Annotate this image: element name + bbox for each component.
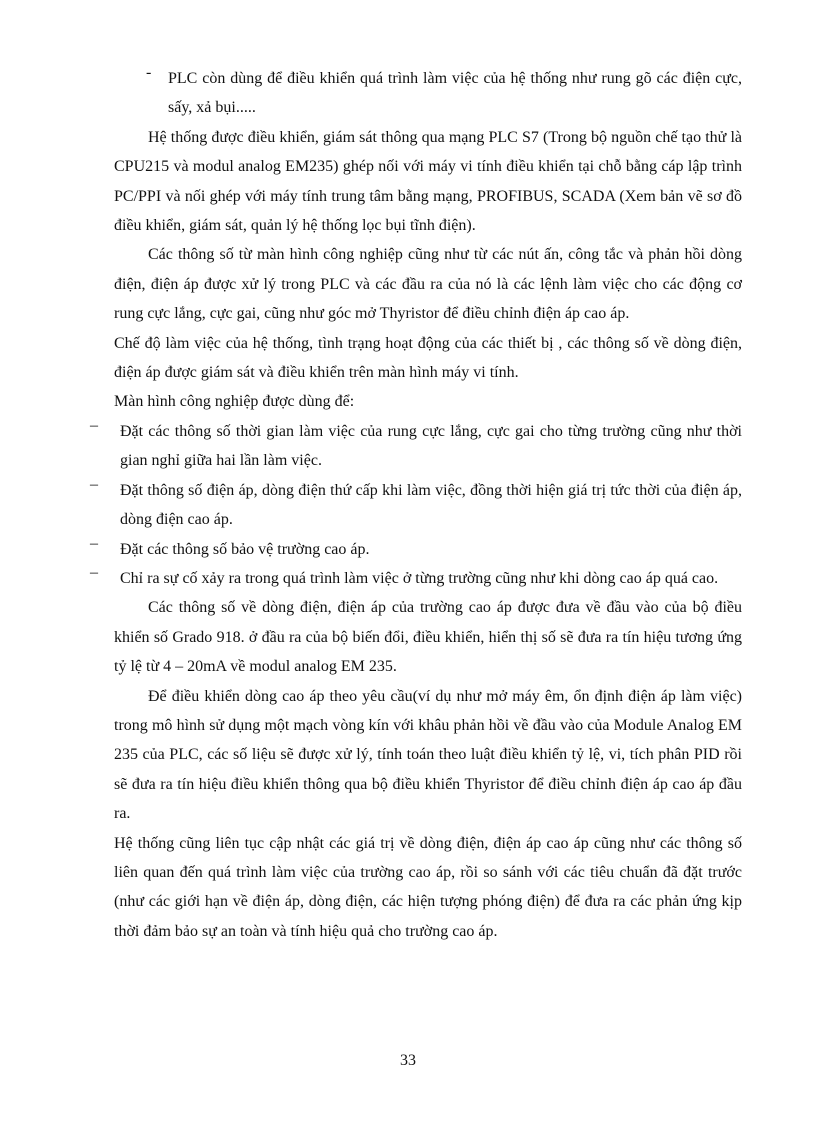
dash-bullet: - xyxy=(146,64,152,81)
paragraph-parameters: Các thông số từ màn hình công nghiệp cũng như từ các nút ấn, công tắc và phản hồi dòng điện, điện áp được xử lý trong PLC và các đầu ra của nó là các lệnh làm việc cho các động cơ rung cực lắng, cực gai, cũng như góc mở Thyristor để điều chỉnh điện áp cao áp. xyxy=(114,246,742,323)
dash-bullet: – xyxy=(90,563,98,581)
screen-function-list xyxy=(90,416,742,593)
paragraph-grado: Các thông số về dòng điện, điện áp của trường cao áp được đưa về đầu vào của bộ điều khiển số Grado 918. ở đầu ra của bộ biến đổi, điều khiển, hiển thị số sẽ đưa ra tín hiệu tương ứng tỷ lệ từ 4 – 20mA về modul analog EM 235. xyxy=(114,599,742,676)
list-item xyxy=(90,475,742,535)
list-item-text: Đặt các thông số bảo vệ trường cao áp. xyxy=(120,540,370,558)
page-number: 33 xyxy=(400,1052,416,1069)
paragraph-network: Hệ thống được điều khiển, giám sát thông qua mạng PLC S7 (Trong bộ nguồn chế tạo thử là CPU215 và modul analog EM235) ghép nối với máy vi tính điều khiển tại chỗ bằng cáp lập trình PC/PPI và nối ghép với máy tính trung tâm bằng mạng, PROFIBUS, SCADA (Xem bản vẽ sơ đồ điều khiển, giám sát, quản lý hệ thống lọc bụi tĩnh điện). xyxy=(114,128,742,235)
list-item-text: Đặt thông số điện áp, dòng điện thứ cấp khi làm việc, đồng thời hiện giá trị tức thời của điện áp, dòng điện cao áp. xyxy=(120,481,742,529)
list-item xyxy=(90,416,742,476)
paragraph-monitoring: Hệ thống cũng liên tục cập nhật các giá trị về dòng điện, điện áp cao áp cũng như các thông số liên quan đến quá trình làm việc của trường cao áp, rồi so sánh với các tiêu chuẩn đã đặt trước (như các giới hạn về điện áp, dòng điện, các hiện tượng phóng điện) để đưa ra các phản ứng kịp thời đảm bảo sự an toàn và tính hiệu quả cho trường cao áp. xyxy=(114,834,742,940)
dash-bullet: – xyxy=(90,475,98,493)
paragraph-screen-intro: Màn hình công nghiệp được dùng để: xyxy=(114,393,355,411)
intro-list-item xyxy=(114,64,742,123)
dash-bullet: – xyxy=(90,416,98,434)
list-item xyxy=(90,534,742,564)
paragraph-operating-mode: Chế độ làm việc của hệ thống, tình trạng hoạt động của các thiết bị , các thông số về dòng điện, điện áp được giám sát và điều khiển trên màn hình máy vi tính. xyxy=(114,334,742,382)
list-item-text: Chỉ ra sự cố xảy ra trong quá trình làm việc ở từng trường cũng như khi dòng cao áp quá cao. xyxy=(120,569,719,587)
intro-item-text: PLC còn dùng để điều khiển quá trình làm việc của hệ thống như rung gõ các điện cực, sấy, xả bụi..... xyxy=(168,70,742,117)
page-body xyxy=(90,64,742,946)
list-item xyxy=(90,563,742,593)
list-item-text: Đặt các thông số thời gian làm việc của rung cực lắng, cực gai cho từng trường cũng như thời gian nghỉ giữa hai lần làm việc. xyxy=(120,422,742,470)
paragraph-pid-control: Để điều khiển dòng cao áp theo yêu cầu(ví dụ như mở máy êm, ổn định điện áp làm việc) trong mô hình sử dụng một mạch vòng kín với khâu phản hồi về đầu vào của Module Analog EM 235 của PLC, các số liệu sẽ được xử lý, tính toán theo luật điều khiển tỷ lệ, vi, tích phân PID rồi sẽ đưa ra tín hiệu điều khiển thông qua bộ điều khiển Thyristor để điều chỉnh điện áp cao áp đầu ra. xyxy=(114,687,742,823)
dash-bullet: – xyxy=(90,534,98,552)
